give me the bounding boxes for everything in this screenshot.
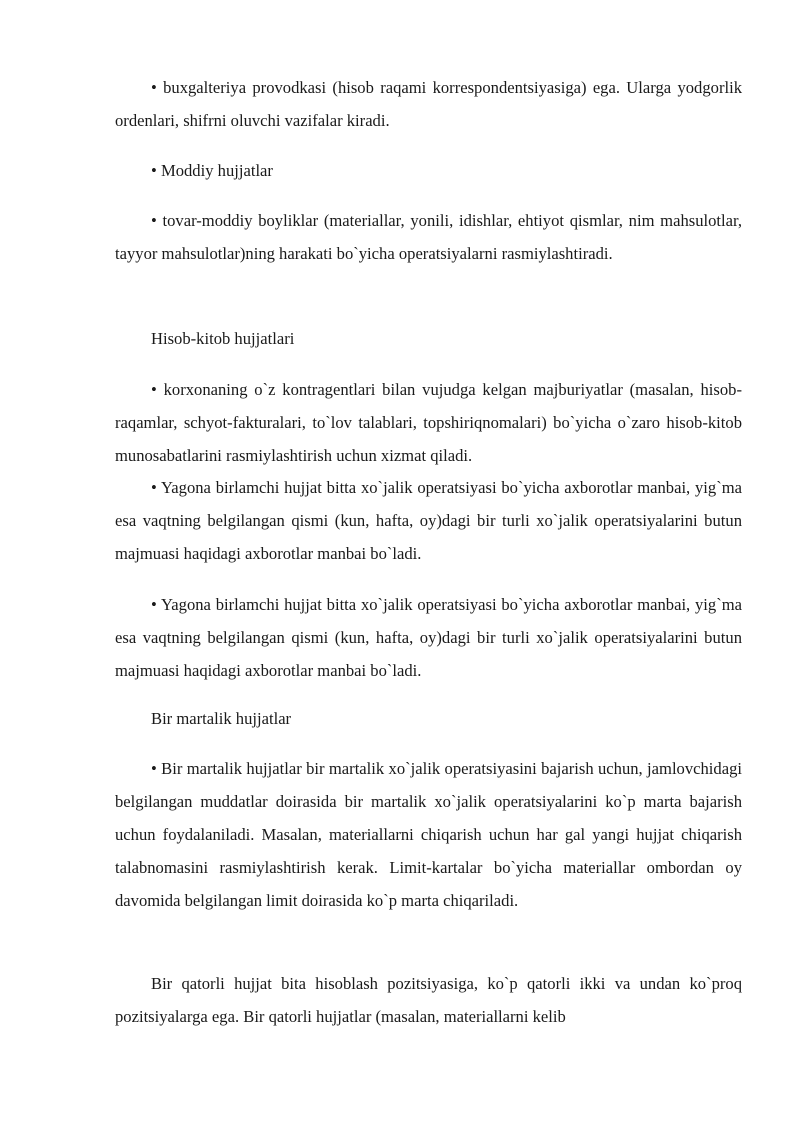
- paragraph-goods-movement: • tovar-moddiy boyliklar (materiallar, yonili, idishlar, ehtiyot qismlar, nim mahsulotlar, tayyor mahsulotlar)ning harakati bo`yicha operatsiyalarni rasmiylashtiradi.: [115, 211, 742, 263]
- paragraph-accounting-entries: • buxgalteriya provodkasi (hisob raqami korrespondentsiyasiga) ega. Ularga yodgorlik ordenlari, shifrni oluvchi vazifalar kiradi.: [115, 78, 742, 130]
- paragraph-single-primary-document-2: • Yagona birlamchi hujjat bitta xo`jalik operatsiyasi bo`yicha axborotlar manbai, yig`ma esa vaqtning belgilangan qismi (kun, hafta, oy)dagi bir turli xo`jalik operatsiyalarini butun majmuasi haqidagi axborotlar manbai bo`ladi.: [115, 595, 742, 680]
- paragraph-single-line-documents: Bir qatorli hujjat bita hisoblash pozitsiyasiga, ko`p qatorli ikki va undan ko`proq pozitsiyalarga ega. Bir qatorli hujjatlar (masalan, materiallarni kelib: [115, 974, 742, 1026]
- paragraph-single-primary-document-1: • Yagona birlamchi hujjat bitta xo`jalik operatsiyasi bo`yicha axborotlar manbai, yig`ma esa vaqtning belgilangan qismi (kun, hafta, oy)dagi bir turli xo`jalik operatsiyalarini butun majmuasi haqidagi axborotlar manbai bo`ladi.: [115, 478, 742, 563]
- heading-settlement-documents: Hisob-kitob hujjatlari: [151, 329, 295, 348]
- paragraph-one-time-documents: • Bir martalik hujjatlar bir martalik xo`jalik operatsiyasini bajarish uchun, jamlovchidagi belgilangan muddatlar doirasida bir martalik xo`jalik operatsiyalarini ko`p marta bajarish uchun foydalaniladi. Masalan, materiallarni chiqarish uchun har gal yangi hujjat chiqarish talabnomasini rasmiylashtirish kerak. Limit-kartalar bo`yicha materiallar ombordan oy davomida belgilangan limit doirasida ko`p marta chiqariladi.: [115, 759, 742, 910]
- paragraph-counterparty-obligations: • korxonaning o`z kontragentlari bilan vujudga kelgan majburiyatlar (masalan, hisob-raqamlar, schyot-fakturalari, to`lov talablari, topshiriqnomalari) bo`yicha o`zaro hisob-kitob munosabatlarini rasmiylashtirish uchun xizmat qiladi.: [115, 380, 742, 465]
- heading-one-time-documents: Bir martalik hujjatlar: [151, 709, 292, 728]
- bullet-material-documents: • Moddiy hujjatlar: [151, 161, 273, 180]
